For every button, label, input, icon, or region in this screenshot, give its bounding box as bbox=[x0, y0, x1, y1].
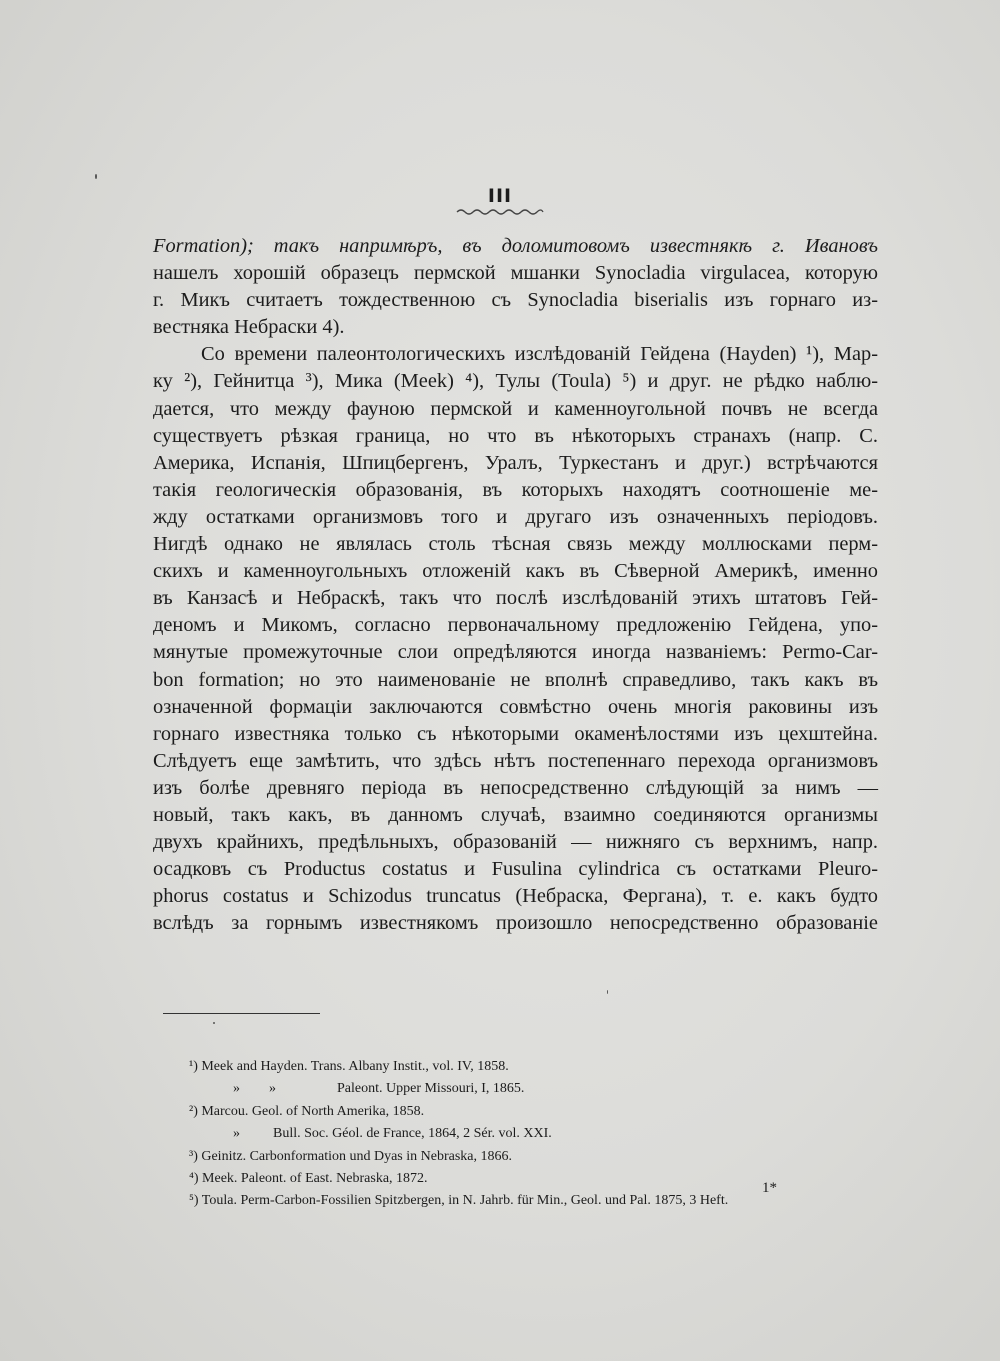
text-line: нашелъ хорошій образецъ пермской мшанки Synocladia virgulacea, которую bbox=[153, 262, 878, 285]
main-text bbox=[153, 233, 878, 937]
text-line: въ Канзасѣ и Небраскѣ, такъ что послѣ изслѣдованій этихъ штатовъ Гей- bbox=[153, 587, 878, 610]
paragraph-2 bbox=[153, 341, 878, 937]
footnote-mark: ²) bbox=[189, 1103, 198, 1119]
page-header bbox=[0, 185, 1000, 217]
footnote-divider bbox=[163, 1013, 320, 1014]
ditto-mark: » bbox=[233, 1081, 240, 1097]
text-line: phorus costatus и Schizodus truncatus (Небраска, Фергана), т. е. какъ будто bbox=[153, 885, 878, 908]
text-line: существуетъ рѣзкая граница, но что въ нѣкоторыхъ странахъ (напр. С. bbox=[153, 424, 878, 447]
text-line: осадковъ съ Productus costatus и Fusulina cylindrica съ остатками Pleuro- bbox=[153, 858, 878, 881]
text-line: г. Микъ считаетъ тождественною съ Synocladia biserialis изъ горнаго из- bbox=[153, 289, 878, 312]
text-line: вслѣдъ за горнымъ известнякомъ произошло непосредственно образованіе bbox=[153, 912, 878, 935]
footnote-text: Geinitz. Carbonformation und Dyas in Nebraska, 1866. bbox=[201, 1148, 513, 1164]
footnote-mark: ⁴) bbox=[189, 1171, 199, 1187]
footnote-1 bbox=[189, 1056, 869, 1078]
footnote-text: Bull. Soc. Géol. de France, 1864, 2 Sér. vol. XXI. bbox=[273, 1126, 552, 1142]
text-line: горнаго известняка только съ нѣкоторыми окаменѣлостями изъ цехштейна. bbox=[153, 722, 878, 745]
text-line: такія геологическія образованія, въ которыхъ находятъ соотношеніе ме- bbox=[153, 478, 878, 501]
text-line: Со времени палеонтологическихъ изслѣдованій Гейдена (Hayden) ¹), Мар- bbox=[201, 343, 878, 366]
footnote-text: Toula. Perm-Carbon-Fossilien Spitzbergen, in N. Jahrb. für Min., Geol. und Pal. 1875, 3 Heft. bbox=[201, 1193, 729, 1209]
footnote-mark: ⁵) bbox=[189, 1193, 199, 1209]
footnote-2 bbox=[189, 1101, 869, 1123]
wavy-ornament-icon bbox=[455, 207, 545, 217]
text-line: Нигдѣ однако не являлась столь тѣсная связь между моллюсками перм- bbox=[153, 533, 878, 556]
text-line: двухъ крайнихъ, предѣльныхъ, образованій — нижняго съ верхнимъ, напр. bbox=[153, 831, 878, 854]
page-number: III bbox=[487, 185, 513, 207]
paragraph-1 bbox=[153, 233, 878, 341]
text-line: скихъ и каменноугольныхъ отложеній какъ въ Сѣверной Америкѣ, именно bbox=[153, 560, 878, 583]
text-line: означенной формаціи заключаются совмѣстно очень многія раковины изъ bbox=[153, 695, 878, 718]
footnote-text: Meek and Hayden. Trans. Albany Instit., vol. IV, 1858. bbox=[201, 1059, 509, 1074]
text-line: вестняка Небраски 4). bbox=[153, 316, 345, 339]
footnote-2-cont bbox=[189, 1123, 869, 1145]
scan-speck bbox=[607, 990, 608, 994]
text-line: новый, такъ какъ, въ данномъ случаѣ, взаимно соединяются организмы bbox=[153, 803, 878, 826]
text-line: ку ²), Гейнитца ³), Мика (Meek) ⁴), Тулы (Toula) ⁵) и друг. не рѣдко наблю- bbox=[153, 370, 878, 393]
text-line: жду остатками организмовъ того и другаго изъ означенныхъ періодовъ. bbox=[153, 505, 878, 528]
text-line: изъ болѣе древняго періода въ непосредственно слѣдующій за нимъ — bbox=[153, 776, 878, 799]
scan-speck bbox=[95, 174, 97, 179]
text-line bbox=[153, 233, 878, 260]
footnote-mark: ³) bbox=[189, 1148, 198, 1164]
line-text: Formation); такъ напримѣръ, въ доломитовомъ известнякѣ г. Ивановъ bbox=[153, 235, 878, 257]
text-line: деномъ и Микомъ, согласно первоначальному предложенію Гейдена, упо- bbox=[153, 614, 878, 637]
text-line: дается, что между фауною пермской и каменноугольной почвъ не всегда bbox=[153, 397, 878, 420]
text-line: Америка, Испанія, Шпицбергенъ, Уралъ, Туркестанъ и друг.) встрѣчаются bbox=[153, 451, 878, 474]
ditto-mark: » bbox=[233, 1126, 240, 1142]
text-line: bon formation; но это наименованіе не вполнѣ справедливо, такъ какъ въ bbox=[153, 668, 878, 691]
signature-mark: 1* bbox=[762, 1180, 777, 1196]
footnote-text: Marcou. Geol. of North Amerika, 1858. bbox=[201, 1103, 425, 1119]
scan-speck bbox=[213, 1022, 215, 1024]
footnote-text: Paleont. Upper Missouri, I, 1865. bbox=[337, 1081, 525, 1097]
ditto-mark: » bbox=[269, 1081, 276, 1097]
footnote-1-cont bbox=[189, 1078, 869, 1100]
footnote-text: Meek. Paleont. of East. Nebraska, 1872. bbox=[202, 1171, 428, 1187]
text-line: мянутые промежуточные слои опредѣляются иногда названіемъ: Permo-Car- bbox=[153, 641, 878, 664]
footnote-3 bbox=[189, 1146, 869, 1168]
footnote-mark: ¹) bbox=[189, 1059, 198, 1074]
text-line: Слѣдуетъ еще замѣтить, что здѣсь нѣтъ постепеннаго перехода организмовъ bbox=[153, 749, 878, 772]
